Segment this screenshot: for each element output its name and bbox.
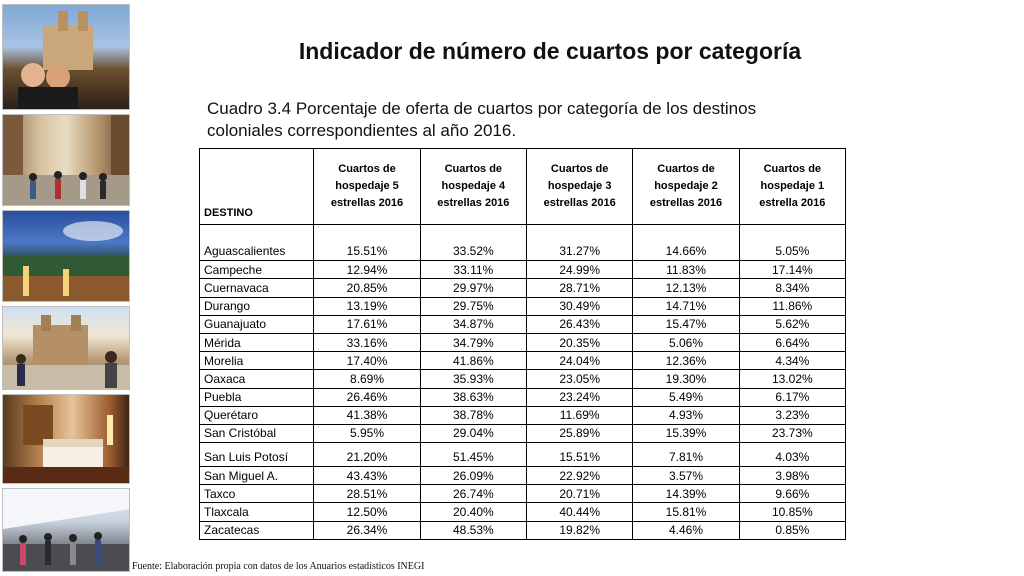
column-header-1-estrella: Cuartos de hospedaje 1 estrella 2016 [739, 149, 845, 225]
percentage-cell: 20.71% [527, 485, 633, 503]
percentage-cell: 11.69% [527, 406, 633, 424]
spacer-cell [739, 225, 845, 243]
destino-cell: Puebla [200, 388, 314, 406]
percentage-cell: 24.04% [527, 352, 633, 370]
table-row [200, 443, 846, 467]
photo-arcade-crowd-art [3, 489, 130, 572]
spacer-cell [200, 225, 314, 243]
table-row [200, 503, 846, 521]
percentage-cell: 40.44% [527, 503, 633, 521]
column-header-4-estrellas: Cuartos de hospedaje 4 estrellas 2016 [420, 149, 526, 225]
percentage-cell: 28.71% [527, 279, 633, 297]
table-row [200, 406, 846, 424]
percentage-cell: 21.20% [314, 443, 420, 467]
percentage-cell: 10.85% [739, 503, 845, 521]
table-row [200, 279, 846, 297]
destino-cell: Durango [200, 297, 314, 315]
photo-arcade-crowd [2, 488, 130, 572]
percentage-cell: 9.66% [739, 485, 845, 503]
percentage-cell: 13.19% [314, 297, 420, 315]
photo-hotel-room-art [3, 395, 130, 484]
percentage-cell: 38.63% [420, 388, 526, 406]
photo-church-plaza [2, 306, 130, 390]
photo-terrace-evening [2, 210, 130, 302]
photo-church-plaza-art [3, 307, 130, 390]
table-row [200, 243, 846, 261]
destino-cell: Morelia [200, 352, 314, 370]
table-row [200, 333, 846, 351]
percentage-cell: 12.50% [314, 503, 420, 521]
destino-cell: San Miguel A. [200, 467, 314, 485]
table-row [200, 388, 846, 406]
percentage-cell: 13.02% [739, 370, 845, 388]
percentage-cell: 17.14% [739, 261, 845, 279]
destino-cell: Cuernavaca [200, 279, 314, 297]
percentage-cell: 31.27% [527, 243, 633, 261]
percentage-cell: 12.13% [633, 279, 739, 297]
percentage-cell: 17.40% [314, 352, 420, 370]
percentage-cell: 4.34% [739, 352, 845, 370]
spacer-cell [420, 225, 526, 243]
percentage-cell: 30.49% [527, 297, 633, 315]
photo-street-crowd [2, 114, 130, 206]
table-row [200, 352, 846, 370]
percentage-cell: 5.62% [739, 315, 845, 333]
column-header-2-estrellas: Cuartos de hospedaje 2 estrellas 2016 [633, 149, 739, 225]
percentage-cell: 5.49% [633, 388, 739, 406]
percentage-cell: 28.51% [314, 485, 420, 503]
table-row [200, 370, 846, 388]
table-row [200, 315, 846, 333]
percentage-cell: 29.04% [420, 424, 526, 442]
percentage-cell: 20.40% [420, 503, 526, 521]
percentage-cell: 15.39% [633, 424, 739, 442]
percentage-cell: 48.53% [420, 521, 526, 539]
percentage-cell: 23.73% [739, 424, 845, 442]
destino-cell: Aguascalientes [200, 243, 314, 261]
percentage-cell: 5.95% [314, 424, 420, 442]
percentage-cell: 11.83% [633, 261, 739, 279]
percentage-cell: 26.46% [314, 388, 420, 406]
percentage-cell: 12.36% [633, 352, 739, 370]
percentage-cell: 20.85% [314, 279, 420, 297]
percentage-cell: 14.39% [633, 485, 739, 503]
percentage-cell: 6.17% [739, 388, 845, 406]
spacer-cell [314, 225, 420, 243]
destino-cell: San Cristóbal [200, 424, 314, 442]
percentage-cell: 3.57% [633, 467, 739, 485]
percentage-cell: 51.45% [420, 443, 526, 467]
percentage-cell: 6.64% [739, 333, 845, 351]
destino-cell: Mérida [200, 333, 314, 351]
table-spacer-row [200, 225, 846, 243]
table-caption: Cuadro 3.4 Porcentaje de oferta de cuartos por categoría de los destinos coloniales correspondientes al año 2016. [207, 99, 757, 140]
table-row [200, 485, 846, 503]
percentage-cell: 26.43% [527, 315, 633, 333]
percentage-cell: 29.97% [420, 279, 526, 297]
percentage-cell: 15.81% [633, 503, 739, 521]
photo-terrace-evening-art [3, 211, 130, 302]
percentage-cell: 7.81% [633, 443, 739, 467]
percentage-cell: 35.93% [420, 370, 526, 388]
destino-cell: Tlaxcala [200, 503, 314, 521]
table-body [200, 225, 846, 540]
column-header-destino: DESTINO [200, 149, 314, 225]
percentage-cell: 17.61% [314, 315, 420, 333]
destino-cell: Querétaro [200, 406, 314, 424]
percentage-cell: 26.34% [314, 521, 420, 539]
destino-cell: San Luis Potosí [200, 443, 314, 467]
percentage-cell: 23.05% [527, 370, 633, 388]
percentage-cell: 34.87% [420, 315, 526, 333]
percentage-cell: 4.93% [633, 406, 739, 424]
percentage-cell: 8.34% [739, 279, 845, 297]
destino-cell: Taxco [200, 485, 314, 503]
slide-title: Indicador de número de cuartos por categoría [298, 38, 802, 64]
percentage-cell: 4.03% [739, 443, 845, 467]
percentage-cell: 33.11% [420, 261, 526, 279]
percentage-cell: 26.09% [420, 467, 526, 485]
column-header-5-estrellas: Cuartos de hospedaje 5 estrellas 2016 [314, 149, 420, 225]
table-row [200, 297, 846, 315]
percentage-cell: 14.66% [633, 243, 739, 261]
percentage-cell: 33.16% [314, 333, 420, 351]
photo-couple-cathedral-art [3, 5, 130, 110]
percentage-cell: 3.23% [739, 406, 845, 424]
percentage-cell: 15.47% [633, 315, 739, 333]
table-row [200, 521, 846, 539]
percentage-cell: 25.89% [527, 424, 633, 442]
percentage-cell: 23.24% [527, 388, 633, 406]
destino-cell: Oaxaca [200, 370, 314, 388]
percentage-cell: 41.38% [314, 406, 420, 424]
photo-strip [2, 4, 130, 572]
table-row [200, 261, 846, 279]
data-table [199, 148, 846, 540]
percentage-cell: 15.51% [527, 443, 633, 467]
percentage-cell: 43.43% [314, 467, 420, 485]
photo-street-crowd-art [3, 115, 130, 206]
percentage-cell: 22.92% [527, 467, 633, 485]
spacer-cell [633, 225, 739, 243]
percentage-cell: 14.71% [633, 297, 739, 315]
table-row [200, 467, 846, 485]
percentage-cell: 34.79% [420, 333, 526, 351]
percentage-cell: 15.51% [314, 243, 420, 261]
percentage-cell: 0.85% [739, 521, 845, 539]
spacer-cell [527, 225, 633, 243]
percentage-cell: 41.86% [420, 352, 526, 370]
percentage-cell: 24.99% [527, 261, 633, 279]
destino-cell: Campeche [200, 261, 314, 279]
percentage-cell: 33.52% [420, 243, 526, 261]
photo-couple-cathedral [2, 4, 130, 110]
percentage-cell: 19.82% [527, 521, 633, 539]
percentage-cell: 12.94% [314, 261, 420, 279]
table-header-row [200, 149, 846, 225]
percentage-cell: 4.46% [633, 521, 739, 539]
percentage-cell: 38.78% [420, 406, 526, 424]
percentage-cell: 26.74% [420, 485, 526, 503]
percentage-cell: 19.30% [633, 370, 739, 388]
column-header-3-estrellas: Cuartos de hospedaje 3 estrellas 2016 [527, 149, 633, 225]
percentage-cell: 3.98% [739, 467, 845, 485]
table-row [200, 424, 846, 442]
source-note: Fuente: Elaboración propia con datos de los Anuarios estadísticos INEGI [132, 561, 425, 572]
percentage-cell: 5.05% [739, 243, 845, 261]
percentage-cell: 20.35% [527, 333, 633, 351]
percentage-cell: 11.86% [739, 297, 845, 315]
percentage-cell: 5.06% [633, 333, 739, 351]
percentage-cell: 29.75% [420, 297, 526, 315]
destino-cell: Guanajuato [200, 315, 314, 333]
photo-hotel-room [2, 394, 130, 484]
percentage-cell: 8.69% [314, 370, 420, 388]
destino-cell: Zacatecas [200, 521, 314, 539]
